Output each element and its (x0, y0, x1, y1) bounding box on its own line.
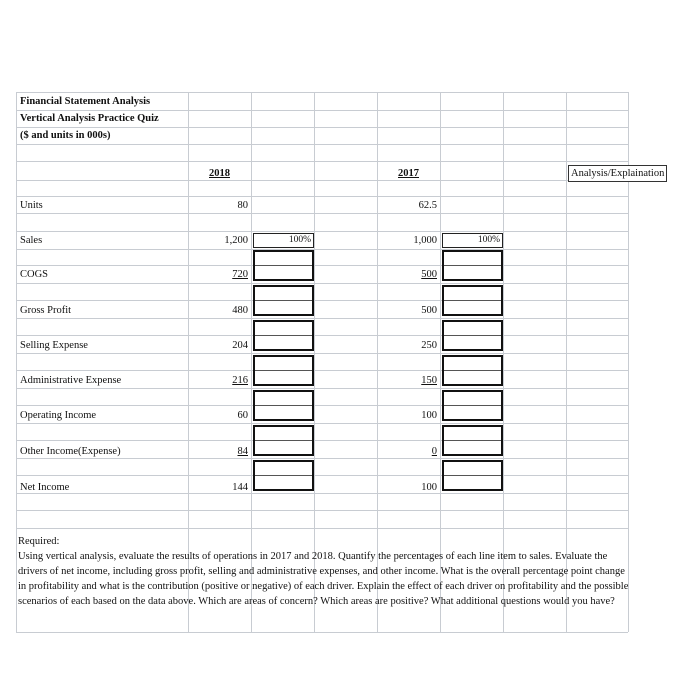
selling-expense-2018: 204 (232, 340, 248, 351)
grid-line (16, 127, 628, 128)
answer-input-operating-2017[interactable] (442, 390, 503, 421)
header-2018: 2018 (209, 168, 230, 179)
answer-input-cogs-2017[interactable] (442, 250, 503, 281)
grid-line (16, 493, 628, 494)
answer-input-other-2018[interactable] (253, 425, 314, 456)
grid-line (16, 510, 628, 511)
gross-profit-2018: 480 (232, 305, 248, 316)
answer-input-admin-2017[interactable] (442, 355, 503, 386)
grid-line (16, 249, 628, 250)
grid-line (16, 475, 628, 476)
row-label-sales: Sales (20, 235, 43, 246)
row-label-other-income: Other Income(Expense) (20, 446, 121, 457)
grid-line (16, 92, 17, 632)
grid-line (16, 632, 628, 633)
admin-expense-2018: 216 (232, 375, 248, 386)
title-line-2: Vertical Analysis Practice Quiz (20, 113, 159, 124)
header-2017: 2017 (398, 168, 419, 179)
other-income-2017: 0 (431, 446, 437, 457)
required-instructions (18, 534, 630, 609)
sales-pct-2018: 100% (253, 233, 314, 248)
grid-line (16, 370, 628, 371)
row-label-selling-expense: Selling Expense (20, 340, 88, 351)
admin-expense-2017: 150 (421, 375, 437, 386)
answer-input-net-2018[interactable] (253, 460, 314, 491)
answer-input-admin-2018[interactable] (253, 355, 314, 386)
grid-line (16, 458, 628, 459)
sales-2018: 1,200 (224, 235, 248, 246)
grid-line (16, 196, 628, 197)
gross-profit-2017: 500 (421, 305, 437, 316)
answer-input-net-2017[interactable] (442, 460, 503, 491)
grid-line (16, 144, 628, 145)
row-label-cogs: COGS (20, 269, 49, 280)
required-text: Required: Using vertical analysis, evaluate the results of operations in 2017 and 2018. Quantify the percentages of each line item to sales. Evaluate the drivers of net income, including gross profit, selling and administrative expenses, and other income. What is the overall percentage point change in profitability and what is the contribution (positive or negative) of each driver. Explain the effect of each driver on profitability and the possible scenarios of each based on the data above. Which are areas of concern? Which areas are positive? What additional questions would you have? (18, 536, 629, 607)
grid-line (16, 231, 628, 232)
operating-income-2018: 60 (237, 410, 248, 421)
row-label-admin-expense: Administrative Expense (20, 375, 122, 386)
grid-line (16, 528, 628, 529)
answer-input-cogs-2018[interactable] (253, 250, 314, 281)
cogs-2017: 500 (421, 269, 437, 280)
row-label-operating-income: Operating Income (20, 410, 97, 421)
grid-line (16, 335, 628, 336)
other-income-2018: 84 (237, 446, 248, 457)
grid-line (16, 283, 628, 284)
header-analysis: Analysis/Explaination (568, 165, 667, 182)
grid-line (16, 180, 628, 181)
grid-line (16, 353, 628, 354)
units-2017: 62.5 (418, 200, 437, 211)
grid-line (16, 440, 628, 441)
answer-input-gross-profit-2018[interactable] (253, 285, 314, 316)
net-income-2018: 144 (232, 482, 248, 493)
row-label-gross-profit: Gross Profit (20, 305, 72, 316)
sales-pct-2017: 100% (442, 233, 503, 248)
answer-input-operating-2018[interactable] (253, 390, 314, 421)
cogs-2018: 720 (232, 269, 248, 280)
units-2018: 80 (237, 200, 248, 211)
title-line-1: Financial Statement Analysis (20, 96, 151, 107)
row-label-net-income: Net Income (20, 482, 70, 493)
operating-income-2017: 100 (421, 410, 437, 421)
grid-line (16, 318, 628, 319)
grid-line (16, 110, 628, 111)
grid-line (16, 265, 628, 266)
selling-expense-2017: 250 (421, 340, 437, 351)
answer-input-gross-profit-2017[interactable] (442, 285, 503, 316)
grid-line (16, 300, 628, 301)
title-line-3: ($ and units in 000s) (20, 130, 111, 141)
sales-2017: 1,000 (413, 235, 437, 246)
grid-line (16, 213, 628, 214)
grid-line (16, 423, 628, 424)
net-income-2017: 100 (421, 482, 437, 493)
grid-line (16, 161, 628, 162)
row-label-units: Units (20, 200, 43, 211)
grid-line (16, 405, 628, 406)
answer-input-other-2017[interactable] (442, 425, 503, 456)
answer-input-selling-2017[interactable] (442, 320, 503, 351)
answer-input-selling-2018[interactable] (253, 320, 314, 351)
grid-line (16, 388, 628, 389)
grid-line (16, 92, 628, 93)
